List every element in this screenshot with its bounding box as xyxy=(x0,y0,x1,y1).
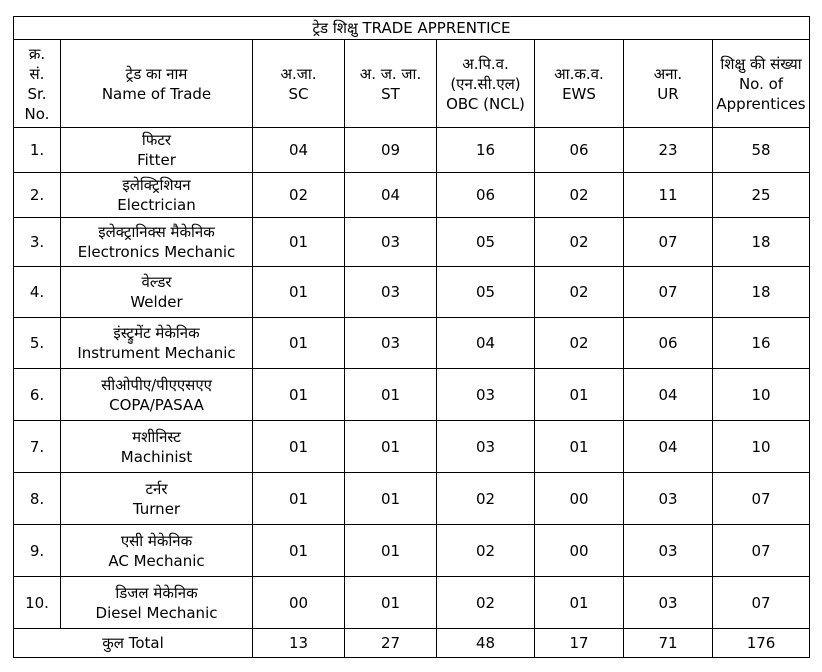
table-row xyxy=(14,369,810,421)
cell-obc: 06 xyxy=(437,173,535,218)
cell-sr: 6. xyxy=(14,369,61,421)
cell-sr: 9. xyxy=(14,525,61,577)
cell-ews: 02 xyxy=(535,318,624,369)
cell-st: 01 xyxy=(345,473,437,525)
cell-total: 16 xyxy=(713,318,810,369)
cell-sr: 1. xyxy=(14,128,61,173)
cell-ur: 06 xyxy=(624,318,713,369)
cell-st: 01 xyxy=(345,369,437,421)
cell-trade-name: फिटर Fitter xyxy=(61,128,253,173)
cell-obc: 16 xyxy=(437,128,535,173)
cell-st: 01 xyxy=(345,421,437,473)
cell-st: 03 xyxy=(345,218,437,267)
cell-trade-name: वेल्डर Welder xyxy=(61,267,253,318)
table-row xyxy=(14,318,810,369)
cell-sc: 01 xyxy=(253,267,345,318)
cell-ur: 23 xyxy=(624,128,713,173)
cell-sr: 10. xyxy=(14,577,61,629)
cell-ur: 07 xyxy=(624,267,713,318)
cell-sr: 7. xyxy=(14,421,61,473)
cell-sc: 01 xyxy=(253,369,345,421)
cell-obc: 03 xyxy=(437,421,535,473)
header-ews: आ.क.व. EWS xyxy=(535,40,624,128)
header-obc: अ.पि.व. (एन.सी.एल) OBC (NCL) xyxy=(437,40,535,128)
cell-sr: 8. xyxy=(14,473,61,525)
cell-total: 07 xyxy=(713,473,810,525)
total-label: कुल Total xyxy=(14,629,253,658)
header-st: अ. ज. जा. ST xyxy=(345,40,437,128)
table-row xyxy=(14,173,810,218)
cell-ews: 01 xyxy=(535,421,624,473)
cell-trade-name: टर्नर Turner xyxy=(61,473,253,525)
cell-ur: 03 xyxy=(624,473,713,525)
cell-obc: 02 xyxy=(437,577,535,629)
cell-obc: 02 xyxy=(437,525,535,577)
cell-total: 07 xyxy=(713,577,810,629)
cell-total: 18 xyxy=(713,267,810,318)
table-row xyxy=(14,525,810,577)
cell-st: 09 xyxy=(345,128,437,173)
total-ur: 71 xyxy=(624,629,713,658)
table-row xyxy=(14,421,810,473)
total-sc: 13 xyxy=(253,629,345,658)
cell-st: 04 xyxy=(345,173,437,218)
cell-trade-name: एसी मेकेनिक AC Mechanic xyxy=(61,525,253,577)
cell-ews: 02 xyxy=(535,267,624,318)
header-no-of-apprentices: शिक्षु की संख्या No. of Apprentices xyxy=(713,40,810,128)
cell-ur: 04 xyxy=(624,369,713,421)
header-sc: अ.जा. SC xyxy=(253,40,345,128)
cell-sc: 00 xyxy=(253,577,345,629)
cell-sc: 01 xyxy=(253,525,345,577)
cell-total: 10 xyxy=(713,421,810,473)
cell-sc: 01 xyxy=(253,218,345,267)
total-ews: 17 xyxy=(535,629,624,658)
cell-ur: 04 xyxy=(624,421,713,473)
cell-ews: 00 xyxy=(535,473,624,525)
cell-ews: 02 xyxy=(535,218,624,267)
cell-ews: 01 xyxy=(535,369,624,421)
table-row xyxy=(14,128,810,173)
header-ur: अना. UR xyxy=(624,40,713,128)
cell-ews: 00 xyxy=(535,525,624,577)
cell-sr: 2. xyxy=(14,173,61,218)
header-trade-name: ट्रेड का नाम Name of Trade xyxy=(61,40,253,128)
cell-obc: 03 xyxy=(437,369,535,421)
cell-obc: 05 xyxy=(437,267,535,318)
cell-sc: 01 xyxy=(253,421,345,473)
cell-ur: 03 xyxy=(624,525,713,577)
cell-sr: 4. xyxy=(14,267,61,318)
total-apprentices: 176 xyxy=(713,629,810,658)
table-row xyxy=(14,218,810,267)
cell-ews: 01 xyxy=(535,577,624,629)
cell-total: 25 xyxy=(713,173,810,218)
cell-total: 18 xyxy=(713,218,810,267)
cell-trade-name: मशीनिस्ट Machinist xyxy=(61,421,253,473)
table-row xyxy=(14,473,810,525)
cell-obc: 02 xyxy=(437,473,535,525)
total-st: 27 xyxy=(345,629,437,658)
cell-st: 03 xyxy=(345,267,437,318)
table-title: ट्रेड शिक्षु TRADE APPRENTICE xyxy=(14,17,810,40)
cell-ews: 02 xyxy=(535,173,624,218)
cell-sc: 01 xyxy=(253,473,345,525)
cell-ur: 11 xyxy=(624,173,713,218)
cell-ews: 06 xyxy=(535,128,624,173)
table-row xyxy=(14,577,810,629)
cell-sr: 5. xyxy=(14,318,61,369)
total-row xyxy=(14,629,810,658)
cell-sr: 3. xyxy=(14,218,61,267)
cell-obc: 05 xyxy=(437,218,535,267)
table-row xyxy=(14,267,810,318)
cell-total: 07 xyxy=(713,525,810,577)
total-obc: 48 xyxy=(437,629,535,658)
trade-apprentice-table xyxy=(13,16,810,658)
cell-st: 01 xyxy=(345,525,437,577)
cell-sc: 02 xyxy=(253,173,345,218)
cell-st: 03 xyxy=(345,318,437,369)
cell-st: 01 xyxy=(345,577,437,629)
cell-trade-name: इंस्ट्रुमेंट मेकेनिक Instrument Mechanic xyxy=(61,318,253,369)
cell-total: 58 xyxy=(713,128,810,173)
cell-trade-name: इलेक्ट्रिशियन Electrician xyxy=(61,173,253,218)
header-sr-no: क्र. सं. Sr. No. xyxy=(14,40,61,128)
cell-sc: 01 xyxy=(253,318,345,369)
cell-trade-name: इलेक्ट्रानिक्स मैकेनिक Electronics Mechanic xyxy=(61,218,253,267)
cell-trade-name: सीओपीए/पीएएसएए COPA/PASAA xyxy=(61,369,253,421)
cell-ur: 03 xyxy=(624,577,713,629)
cell-sc: 04 xyxy=(253,128,345,173)
cell-total: 10 xyxy=(713,369,810,421)
cell-trade-name: डिजल मेकेनिक Diesel Mechanic xyxy=(61,577,253,629)
cell-ur: 07 xyxy=(624,218,713,267)
cell-obc: 04 xyxy=(437,318,535,369)
